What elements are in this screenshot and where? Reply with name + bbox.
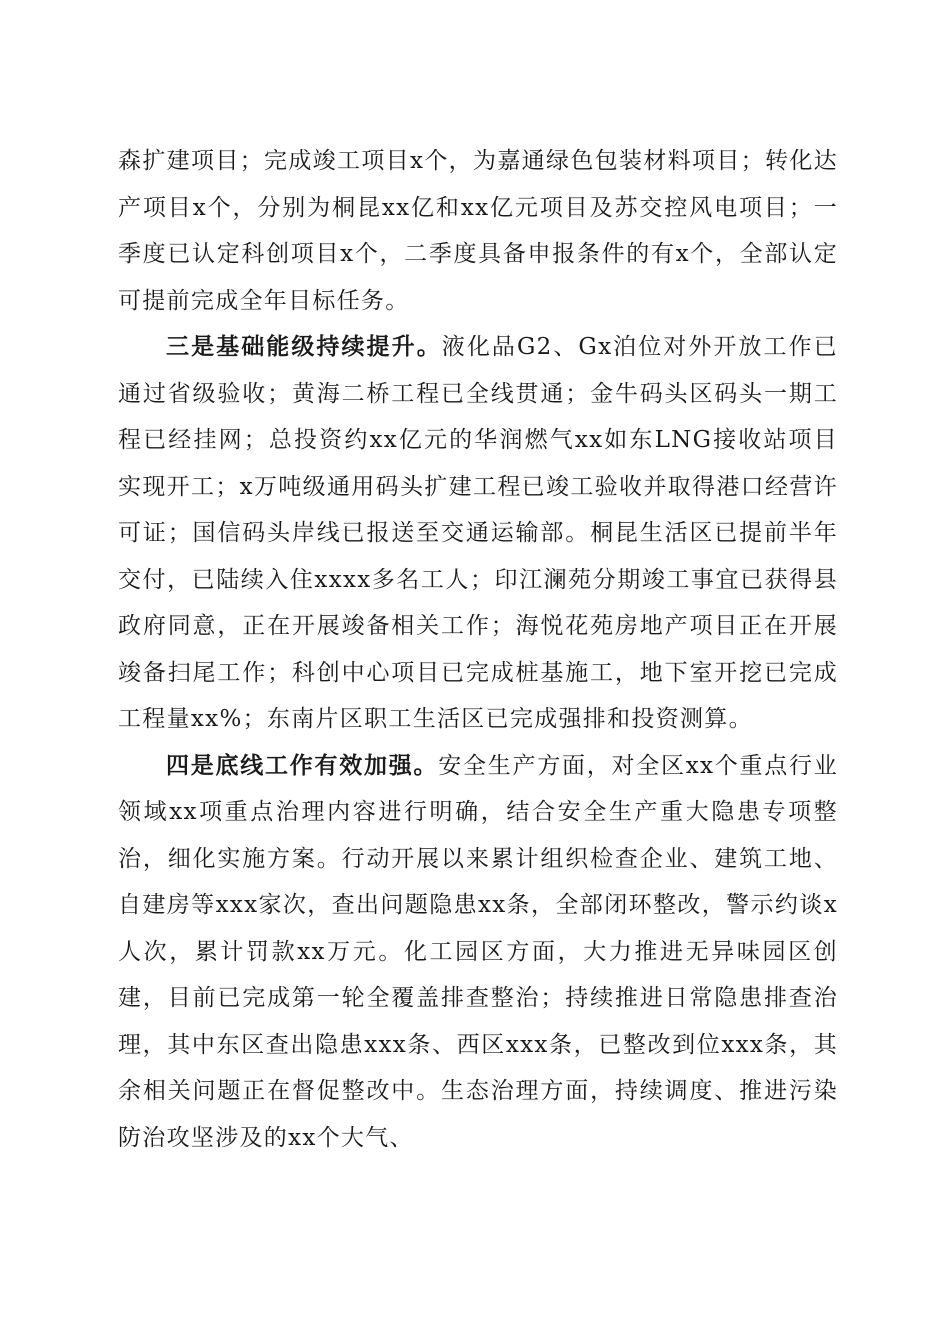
- paragraph-text: 森扩建项目；完成竣工项目x个，为嘉通绿色包装材料项目；转化达产项目x个，分别为桐昆xx亿和xx亿元项目及苏交控风电项目；一季度已认定科创项目x个，二季度具备申报条件的有x个，全部认定可提前完成全年目标任务。: [118, 148, 838, 314]
- paragraph-lead: 三是基础能级持续提升。: [166, 333, 442, 360]
- paragraph-continuation: [118, 138, 838, 324]
- document-body: [118, 138, 838, 1161]
- paragraph-text: 安全生产方面，对全区xx个重点行业领域xx项重点治理内容进行明确，结合安全生产重大隐患专项整治，细化实施方案。行动开展以来累计组织检查企业、建筑工地、自建房等xxx家次，查出问题隐患xx条，全部闭环整改，警示约谈x人次，累计罚款xx万元。化工园区方面，大力推进无异味园区创建，目前已完成第一轮全覆盖排查整治；持续推进日常隐患排查治理，其中东区查出隐患xxx条、西区xxx条，已整改到位xxx条，其余相关问题正在督促整改中。生态治理方面，持续调度、推进污染防治攻坚涉及的xx个大气、: [118, 752, 838, 1151]
- paragraph-text: 液化品G2、Gx泊位对外开放工作已通过省级验收；黄海二桥工程已全线贯通；金牛码头区码头一期工程已经挂网；总投资约xx亿元的华润燃气xx如东LNG接收站项目实现开工；x万吨级通用码头扩建工程已竣工验收并取得港口经营许可证；国信码头岸线已报送至交通运输部。桐昆生活区已提前半年交付，已陆续入住xxxx多名工人；印江澜苑分期竣工事宜已获得县政府同意，正在开展竣备相关工作；海悦花苑房地产项目正在开展竣备扫尾工作；科创中心项目已完成桩基施工，地下室开挖已完成工程量xx%；东南片区职工生活区已完成强排和投资测算。: [118, 334, 838, 732]
- paragraph-lead: 四是底线工作有效加强。: [166, 751, 439, 779]
- paragraph-bottom-line: [118, 743, 838, 1162]
- paragraph-infrastructure: [118, 324, 838, 743]
